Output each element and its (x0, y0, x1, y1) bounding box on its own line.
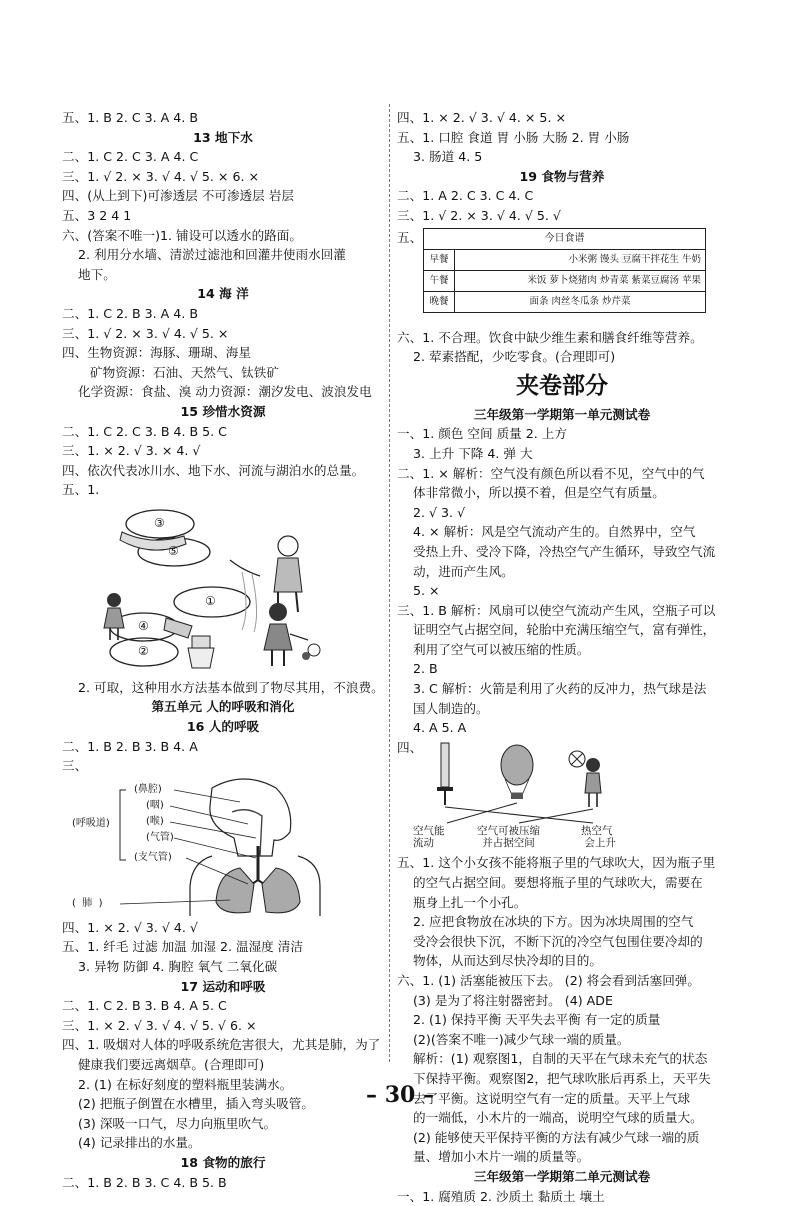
answer-line: 2. B (413, 661, 438, 677)
option-hot-air-rises: 热空气 会上升 (581, 825, 616, 850)
answer-line: 体非常微小，所以摸不着，但是空气有质量。 (413, 485, 665, 501)
page-number: – 30 – (366, 1082, 434, 1108)
column-divider (389, 104, 390, 1062)
answer-line: 二、1. B 2. B 3. B 4. A (62, 738, 198, 754)
answer-line: 二、1. C 2. C 3. A 4. C (62, 149, 199, 165)
test-title: 三年级第一学期第二单元测试卷 (473, 1168, 651, 1184)
answer-line: 矿物资源：石油、天然气、钛铁矿 (90, 364, 279, 380)
answer-line: 五、1. 口腔 食道 胃 小肠 大肠 2. 胃 小肠 (397, 129, 630, 145)
label-bronchus: (支气管) (134, 851, 172, 863)
air-property-matching-figure (413, 741, 727, 853)
answer-line: 3. 异物 防御 4. 胸腔 氧气 二氧化碳 (78, 959, 278, 975)
answer-line: 三、1. √ 2. × 3. √ 4. √ 5. √ (397, 207, 561, 223)
section-title: 14 海 洋 (197, 286, 249, 302)
answer-line: 4. × 解析：风是空气流动产生的。自然界中，空气 (413, 524, 696, 540)
answer-line: 下保持平衡。观察图2，把气球吹胀后再系上，天平失 (413, 1070, 711, 1086)
answer-line: 二、1. C 2. B 3. A 4. B (62, 305, 198, 321)
right-column (397, 108, 727, 1206)
answer-line: 物体，从而达到尽快冷却的目的。 (413, 953, 602, 969)
answer-line: (2)(答案不唯一)减少气球一端的质量。 (413, 1031, 630, 1047)
answer-line: 3. C 解析：火箭是利用了火药的反冲力，热气球是法 (413, 681, 707, 697)
answer-line: 五、1. B 2. C 3. A 4. B (62, 110, 198, 125)
answer-line: 一、1. 颜色 空间 质量 2. 上方 (397, 426, 567, 442)
answer-line: 量、增加小木片一端的质量等。 (413, 1149, 590, 1165)
section-big-title: 夹卷部分 (516, 372, 608, 399)
answer-line: 3. 上升 下降 4. 弹 大 (413, 445, 533, 461)
answer-line: 2. (1) 在标好刻度的塑料瓶里装满水。 (78, 1076, 293, 1092)
answer-line: 五、 (397, 229, 423, 245)
answer-line: 六、(答案不唯一)1. 铺设可以透水的路面。 (62, 227, 302, 243)
left-column (62, 108, 384, 1192)
answer-line: 五、1. 这个小女孩不能将瓶子里的气球吹大，因为瓶子里 (397, 855, 716, 871)
label-pharynx: (咽) (146, 799, 164, 811)
menu-row (424, 291, 706, 312)
section-title: 17 运动和呼吸 (180, 978, 266, 994)
answer-line: 四、1. × 2. √ 3. √ 4. √ (62, 919, 198, 935)
menu-block (397, 228, 727, 324)
label-nasal-cavity: (鼻腔) (134, 783, 162, 795)
answer-line: 四、 (397, 739, 423, 755)
menu-row (424, 270, 706, 291)
answer-line: 六、1. (1) 活塞能被压下去。 (2) 将会看到活塞回弹。 (397, 973, 700, 988)
answer-line: 国人制造的。 (413, 700, 489, 716)
menu-row-items: 米饭 萝卜烧猪肉 炒青菜 紫菜豆腐汤 苹果 (455, 270, 706, 291)
answer-line: 四、1. 吸烟对人体的呼吸系统危害很大，尤其是肺，为了 (62, 1037, 381, 1053)
answer-line: (2) 把瓶子倒置在水槽里，插入弯头吸管。 (78, 1096, 314, 1112)
answer-line: 利用了空气可以被压缩的性质。 (413, 641, 590, 657)
section-title: 18 食物的旅行 (180, 1154, 266, 1170)
menu-row-items: 面条 肉丝冬瓜条 炒芹菜 (455, 291, 706, 312)
menu-row-label: 早餐 (424, 249, 455, 270)
label-trachea: (气管) (146, 831, 174, 843)
answer-line: 2. √ 3. √ (413, 504, 466, 520)
answer-line: 化学资源：食盐、溴 动力资源：潮汐发电、波浪发电 (78, 384, 372, 400)
respiratory-system-diagram (62, 776, 384, 918)
answer-line: (3) 是为了将注射器密封。 (4) ADE (413, 992, 613, 1008)
answer-line: 动，进而产生风。 (413, 563, 514, 579)
section-title: 15 珍惜水资源 (180, 403, 266, 419)
answer-line: 的一端低，小木片的一端高，说明空气球的质量大。 (413, 1110, 703, 1126)
menu-row (424, 249, 706, 270)
answer-line: 的空气占据空间。要想将瓶子里的气球吹大，需要在 (413, 875, 703, 891)
menu-row-items: 小米粥 馒头 豆腐干拌花生 牛奶 (455, 249, 706, 270)
section-title: 19 食物与营养 (519, 168, 605, 184)
answer-line: 二、1. C 2. C 3. B 4. B 5. C (62, 423, 227, 439)
answer-line: 2. 荤素搭配，少吃零食。(合理即可) (413, 349, 616, 365)
section-title: 13 地下水 (193, 129, 253, 145)
menu-row-label: 午餐 (424, 270, 455, 291)
answer-line: (3) 深吸一口气，尽力向瓶里吹气。 (78, 1115, 277, 1131)
answer-line: 2. (1) 保持平衡 天平失去平衡 有一定的质量 (413, 1012, 661, 1028)
answer-line: 二、1. A 2. C 3. C 4. C (397, 188, 534, 204)
label-larynx: (喉) (146, 815, 164, 827)
answer-line: 五、1. 纤毛 过滤 加温 加湿 2. 温湿度 清洁 (62, 939, 303, 955)
answer-line: (2) 能够使天平保持平衡的方法有减少气球一端的质 (413, 1129, 700, 1145)
water-reuse-illustration (92, 500, 384, 678)
answer-line: 2. 应把食物放在冰块的下方。因为冰块周围的空气 (413, 914, 694, 930)
answer-line: 瓶身上扎一个小孔。 (413, 894, 527, 910)
answer-line: 三、 (62, 758, 88, 774)
label-1: ① (205, 593, 216, 608)
answer-line: 5. × (413, 583, 440, 599)
menu-row-label: 晚餐 (424, 291, 455, 312)
answer-line: 三、1. × 2. √ 3. × 4. √ (62, 443, 201, 459)
answer-line: 4. A 5. A (413, 720, 467, 736)
answer-line: 2. 利用分水墙、清淤过滤池和回灌井使雨水回灌 (78, 247, 346, 263)
label-respiratory-tract: (呼吸道) (72, 817, 110, 829)
answer-line: 三、1. B 解析：风扇可以使空气流动产生风，空瓶子可以 (397, 602, 716, 618)
unit-title: 第五单元 人的呼吸和消化 (151, 699, 295, 715)
label-4: ④ (138, 618, 149, 633)
answer-line: 三、1. × 2. √ 3. √ 4. √ 5. √ 6. × (62, 1017, 257, 1033)
answer-line: 四、1. × 2. √ 3. √ 4. × 5. × (397, 110, 567, 125)
test-title: 三年级第一学期第一单元测试卷 (473, 406, 651, 422)
answer-line: 三、1. √ 2. × 3. √ 4. √ 5. × 6. × (62, 168, 260, 184)
answer-line: (4) 记录排出的水量。 (78, 1135, 201, 1151)
answer-line: 地下。 (78, 266, 116, 282)
answer-line: 2. 可取，这种用水方法基本做到了物尽其用，不浪费。 (78, 679, 384, 695)
menu-table (423, 228, 706, 313)
answer-line: 二、1. B 2. B 3. C 4. B 5. B (62, 1174, 227, 1190)
answer-line: 3. 肠道 4. 5 (413, 149, 483, 165)
option-air-compressible: 空气可被压缩 并占据空间 (477, 825, 540, 850)
answer-line: 健康我们要远离烟草。(合理即可) (78, 1057, 265, 1072)
answer-line: 证明空气占据空间，轮胎中充满压缩空气，富有弹性， (413, 622, 716, 638)
answer-line: 二、1. C 2. B 3. B 4. A 5. C (62, 998, 227, 1014)
label-5: ⑤ (168, 543, 179, 558)
answer-line: 一、1. 腐殖质 2. 沙质土 黏质土 壤土 (397, 1188, 605, 1204)
label-lung: ( 肺 ) (72, 897, 103, 909)
answer-line: 去了平衡。这说明空气有一定的质量。天平上气球 (413, 1090, 691, 1106)
label-3: ③ (154, 515, 165, 530)
answer-line: 五、3 2 4 1 (62, 207, 132, 223)
answer-line: 五、1. (62, 482, 100, 498)
answer-line: 六、1. 不合理。饮食中缺少维生素和膳食纤维等营养。 (397, 329, 703, 345)
option-air-flows: 空气能 流动 (413, 825, 445, 850)
answer-line: 四、(从上到下)可渗透层 不可渗透层 岩层 (62, 188, 294, 204)
answer-line: 二、1. × 解析：空气没有颜色所以看不见，空气中的气 (397, 465, 705, 481)
answer-line: 四、依次代表冰川水、地下水、河流与湖泊水的总量。 (62, 462, 365, 478)
menu-title: 今日食谱 (424, 228, 706, 249)
answer-line: 四、生物资源：海豚、珊瑚、海星 (62, 345, 251, 361)
label-2: ② (138, 643, 149, 658)
answer-line: 三、1. √ 2. × 3. √ 4. √ 5. × (62, 325, 229, 341)
section-title: 16 人的呼吸 (186, 719, 260, 735)
answer-line: 解析：(1) 观察图1，自制的天平在气球未充气的状态 (413, 1051, 708, 1067)
answer-line: 受热上升、受冷下降，冷热空气产生循环，导致空气流 (413, 543, 716, 559)
answer-line: 受冷会很快下沉，不断下沉的冷空气包围住要冷却的 (413, 933, 703, 949)
